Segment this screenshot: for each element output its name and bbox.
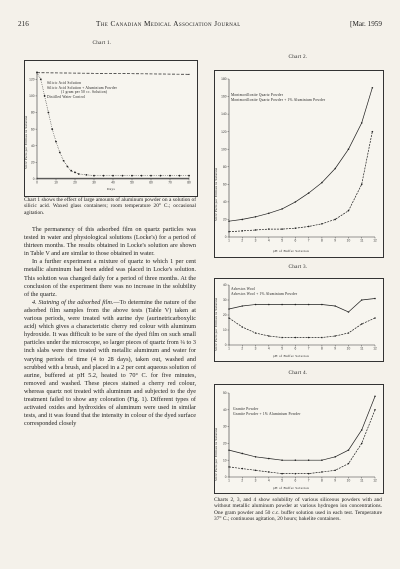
chart1-data-point [169,175,171,177]
chart2-x-tick-label: 7 [307,238,310,243]
chart3-data-point [281,337,283,339]
chart3-data-point [334,335,336,337]
chart2-series-line [229,88,372,221]
chart2-y-tick-label: 40 [222,199,227,204]
chart3-y-tick-label: 40 [222,283,227,288]
chart2-data-point [334,168,336,170]
chart1-data-point [179,175,181,177]
chart3-x-tick-label: 12 [373,346,377,351]
chart1-legend-item: (1 gram per 50 cc. Solution) [61,90,108,95]
issue-date: [Mar. 1959 [350,20,382,28]
chart4-data-point [348,449,350,451]
chart4-data-point [295,459,297,461]
chart3-y-tick-label: 30 [222,298,227,303]
chart2-y-tick-label: 20 [222,217,227,222]
chart1-data-point [74,171,76,173]
chart1-y-tick-label: 100 [29,94,35,99]
chart1-data-point [93,175,95,177]
paragraph-text: —To determine the nature of the adsorbed film samples from the above tests (Table V) taken at various periods, were treated with aurine dye (aurinetricarboxylic acid) which gives a characteristic cherry red colour with aluminum hydroxide. It was difficult to be sure of the dyed film on such small particles under the microscope, so larger pieces of quartz from ¼ to 3 inch slabs were then treated with metallic aluminum and water for varying periods of time (4 to 28 days), taken out, washed and scrubbed with a brush, and placed in a 2 per cent aqueous solution of aurine, buffered at pH 5.2, heated to 70° C. for five minutes, removed and washed. These pieces stained a cherry red colour, whereas quartz not treated with aluminum and subjected to the dye treatment failed to show any coloration (Fig. 1). Different types of activated oxides and hydroxides of aluminum were used in similar tests, and it was found that the intensity in colour of the dyed surface corresponded closely [24,298,196,428]
chart1-title: Chart 1. [92,40,112,46]
chart4-x-tick-label: 2 [241,478,244,483]
chart2-y-tick-label: 160 [221,94,227,99]
chart4-series-line [229,410,375,474]
chart1-data-point [188,74,189,75]
chart2-x-tick-label: 3 [254,238,257,243]
chart2-y-tick-label: 60 [222,182,227,187]
chart2-x-tick-label: 5 [281,238,283,243]
chart1-y-tick-label: 20 [30,160,35,165]
journal-title: The Canadian Medical Association Journal [96,20,241,28]
chart1-data-point [188,175,190,177]
chart2-x-tick-label: 4 [267,238,270,243]
chart4-x-tick-label: 4 [267,478,270,483]
chart2-data-point [268,213,270,215]
chart1-data-point [189,178,190,179]
chart2-x-tick-label: 12 [373,238,377,243]
chart1-data-point [131,175,133,177]
chart2-legend-item: Montmorillonite Quartz Powder [231,93,284,97]
chart2-frame [214,70,384,258]
page-number: 216 [18,20,29,28]
chart4-legend-item: Granite Powder + 1% Aluminium Powder [233,411,301,416]
chart3-data-point [295,304,297,306]
chart2-x-tick-label: 10 [346,238,351,243]
chart3-data-point [308,337,310,339]
chart1-x-tick-label: 70 [168,180,172,185]
chart1-x-tick-label: 40 [111,180,115,185]
chart3-x-tick-label: 1 [228,346,230,351]
chart1-x-tick-label: 10 [54,180,58,185]
chart1-y-tick-label: 120 [29,77,35,82]
chart1-data-point [150,175,152,177]
chart1-x-tick-label: 50 [130,180,134,185]
chart3-data-point [268,304,270,306]
chart4-data-point [334,456,336,458]
chart1-data-point [67,166,69,168]
chart2-data-point [241,230,243,232]
chart4-data-point [228,449,230,451]
chart2-series-line [229,132,372,232]
chart1-data-point [86,174,88,176]
charts-caption: Charts 2, 3, and 4 show solubility of various siliceous powders with and without metallic aluminum powder at various hydrogen ion concentrations. One gram powder and 50 c.c. buffer solution used in each test. Temperature 37° C.; continuous agitation, 20 hours; bakelite containers. [214,497,382,523]
chart2-data-point [241,219,243,221]
chart2-data-point [228,231,230,233]
chart1-data-point [70,170,72,172]
chart1-data-point [160,175,162,177]
chart4-data-point [374,409,376,411]
chart4-data-point [308,473,310,475]
chart2-data-point [334,219,336,221]
chart2-x-tick-label: 11 [360,238,364,243]
chart1-legend [47,81,117,99]
chart1-y-tick-label: 60 [30,127,35,132]
chart4-y-tick-label: 30 [222,424,227,429]
running-header [18,20,382,32]
chart4-data-point [241,453,243,455]
chart4-y-tick-label: 40 [222,407,227,412]
chart3-data-point [374,317,376,319]
chart2-xlabel: pH of Buffer Solution [273,249,310,253]
chart2-y-tick-label: 80 [222,164,227,169]
section-heading: 4. Staining of the adsorbed film. [32,298,114,306]
chart3-series-line [229,299,375,313]
chart1-x-tick-label: 0 [36,180,38,185]
chart4-x-tick-label: 7 [307,478,310,483]
chart2-data-point [255,216,257,218]
chart4-x-tick-label: 9 [334,478,337,483]
chart3-legend-item: Asbestos Wool + 1% Aluminium Powder [231,291,298,296]
chart4-frame [214,384,384,494]
chart3-series-line [229,318,375,338]
chart4-legend-item: Granite Powder [233,407,259,411]
chart2-data-point [361,122,363,124]
chart1-data-point [48,112,50,114]
chart1-y-tick-label: 0 [32,177,35,182]
chart2-x-tick-label: 1 [228,238,230,243]
chart1-y-tick-label: 40 [30,143,35,148]
chart1-data-point [112,175,114,177]
chart1-data-point [44,95,46,97]
chart2-y-tick-label: 180 [221,77,227,82]
chart2-data-point [295,227,297,229]
chart3-data-point [361,323,363,325]
chart4-x-tick-label: 8 [321,478,323,483]
chart1-data-point [78,173,80,175]
chart2-data-point [295,201,297,203]
chart3-data-point [361,299,363,301]
chart2-data-point [255,229,257,231]
chart1-data-point [36,72,38,74]
chart2-x-tick-label: 2 [241,238,244,243]
chart3-x-tick-label: 7 [307,346,310,351]
chart3-data-point [281,304,283,306]
chart3-data-point [308,304,310,306]
chart1-data-point [122,175,124,177]
chart3-data-point [295,337,297,339]
chart4-x-tick-label: 11 [360,478,364,483]
chart1-legend-item: Silicic Acid Solution [47,81,82,85]
chart4-data-point [268,471,270,473]
chart1-data-point [55,141,57,143]
paragraph: In a further experiment a mixture of quartz to which 1 per cent metallic aluminum had been added was placed in Locke's solution. This solution was changed daily for a period of three months. At the conclusion of the experiment there was no increase in the solubility of the quartz. [24,258,196,298]
chart4-data-point [241,468,243,470]
chart3-data-point [255,332,257,334]
chart4-data-point [361,429,363,431]
chart2-data-point [308,226,310,228]
chart4-y-tick-label: 50 [222,391,227,396]
chart4-data-point [321,459,323,461]
chart3-data-point [321,337,323,339]
chart2-x-tick-label: 6 [294,238,297,243]
chart4-data-point [268,458,270,460]
body-text [24,226,196,428]
chart3-data-point [268,335,270,337]
chart1-x-tick-label: 30 [92,180,96,185]
chart4-x-tick-label: 6 [294,478,297,483]
chart4-data-point [321,471,323,473]
chart1-frame [24,60,198,197]
chart3-title: Chart 3. [288,264,308,270]
chart3-data-point [228,308,230,310]
chart4-data-point [348,463,350,465]
chart4-x-tick-label: 5 [281,478,283,483]
chart1-x-tick-label: 80 [187,180,191,185]
chart4-y-tick-label: 0 [224,475,227,480]
chart3-data-point [374,298,376,300]
chart3-frame [214,278,384,362]
chart4-x-tick-label: 3 [254,478,257,483]
chart1-data-point [141,175,143,177]
chart4-data-point [255,469,257,471]
chart4-data-point [281,473,283,475]
chart3-x-tick-label: 8 [321,346,323,351]
chart3-data-point [348,311,350,313]
chart2-data-point [361,184,363,186]
chart1-x-tick-label: 60 [149,180,153,185]
chart2-data-point [372,131,374,133]
chart4-title: Chart 4. [288,370,308,376]
chart3-x-tick-label: 10 [346,346,351,351]
chart1-ylabel: SiO2 Parts per Million in Solution [24,115,28,169]
chart1-data-point [37,178,38,179]
chart3-data-point [241,326,243,328]
chart4-data-point [334,469,336,471]
chart3-x-tick-label: 6 [294,346,297,351]
chart2-y-tick-label: 0 [224,235,227,240]
chart3-xlabel: pH of Buffer Solution [273,354,310,358]
paragraph [24,299,196,429]
chart1-y-tick-label: 80 [30,110,35,115]
chart2-data-point [348,148,350,150]
chart2-data-point [321,182,323,184]
chart4-data-point [255,456,257,458]
chart3-x-tick-label: 2 [241,346,244,351]
chart4-data-point [361,443,363,445]
chart2-y-tick-label: 120 [221,129,227,134]
chart3-ylabel: SiO2 Parts per Million in Solution [214,297,218,351]
chart2-legend [231,93,325,102]
chart4-ylabel: SiO2 Parts per Million in Solution [214,427,218,481]
chart1-x-tick-label: 20 [73,180,77,185]
chart3-data-point [255,304,257,306]
chart4-y-tick-label: 10 [222,458,227,463]
chart1-xlabel: Days [107,187,116,191]
chart4-x-tick-label: 10 [346,478,351,483]
chart2-y-tick-label: 140 [221,112,227,117]
chart2-data-point [281,228,283,230]
chart2-legend-item: Montmorillonite Quartz Powder + 1% Aluminium Powder [231,97,326,102]
chart4-y-tick-label: 20 [222,441,227,446]
chart3-x-tick-label: 11 [360,346,364,351]
chart1-data-point [40,78,42,80]
chart3-data-point [241,305,243,307]
chart4-x-tick-label: 1 [228,478,230,483]
chart3-x-tick-label: 4 [267,346,270,351]
chart1-legend-item: Distilled Water Control [47,94,86,99]
chart1-data-point [59,152,61,154]
chart3-x-tick-label: 3 [254,346,257,351]
chart1-data-point [51,128,53,130]
chart2-y-tick-label: 100 [221,147,227,152]
chart4-data-point [308,459,310,461]
chart4-data-point [281,459,283,461]
chart1-data-point [103,175,105,177]
chart3-x-tick-label: 5 [281,346,283,351]
chart4-series-line [229,396,375,460]
paragraph: The permanency of this adsorbed film on quartz particles was tested in water and physiological solutions (Locke's) for a period of thirteen months. The results obtained in Locke's solution are shown in Table V and are similar to those obtained in water. [24,226,196,258]
chart3-x-tick-label: 9 [334,346,337,351]
chart2-data-point [281,208,283,210]
chart4-plot [215,385,383,493]
chart3-legend [231,287,297,296]
chart2-ylabel: SiO2 Parts per Million in Solution [214,167,218,221]
chart3-y-tick-label: 10 [222,328,227,333]
chart2-x-tick-label: 8 [321,238,323,243]
chart4-data-point [228,466,230,468]
chart1-legend-item: Silicic Acid Solution + Aluminium Powder [47,85,118,90]
chart4-data-point [295,473,297,475]
chart2-data-point [348,210,350,212]
chart4-xlabel: pH of Buffer Solution [273,486,310,490]
chart2-data-point [308,192,310,194]
chart2-x-tick-label: 9 [334,238,337,243]
chart2-data-point [372,87,374,89]
chart3-legend-item: Asbestos Wool [231,287,256,291]
chart1-series-line [37,73,189,75]
chart3-data-point [321,304,323,306]
chart3-y-tick-label: 20 [222,313,227,318]
chart3-data-point [334,305,336,307]
chart2-data-point [268,228,270,230]
chart3-data-point [348,332,350,334]
chart4-legend [233,407,301,416]
chart1-data-point [63,160,65,162]
chart2-data-point [321,223,323,225]
chart4-x-tick-label: 12 [373,478,377,483]
chart4-data-point [374,396,376,398]
chart2-data-point [228,220,230,222]
chart3-data-point [228,317,230,319]
chart3-y-tick-label: 0 [224,343,227,348]
chart1-caption: Chart 1 shows the effect of large amounts of aluminum powder on a solution of silicic acid. Waxed glass containers; room temperature 20° C.; occasional agitation. [24,197,196,216]
chart2-title: Chart 2. [288,54,308,60]
